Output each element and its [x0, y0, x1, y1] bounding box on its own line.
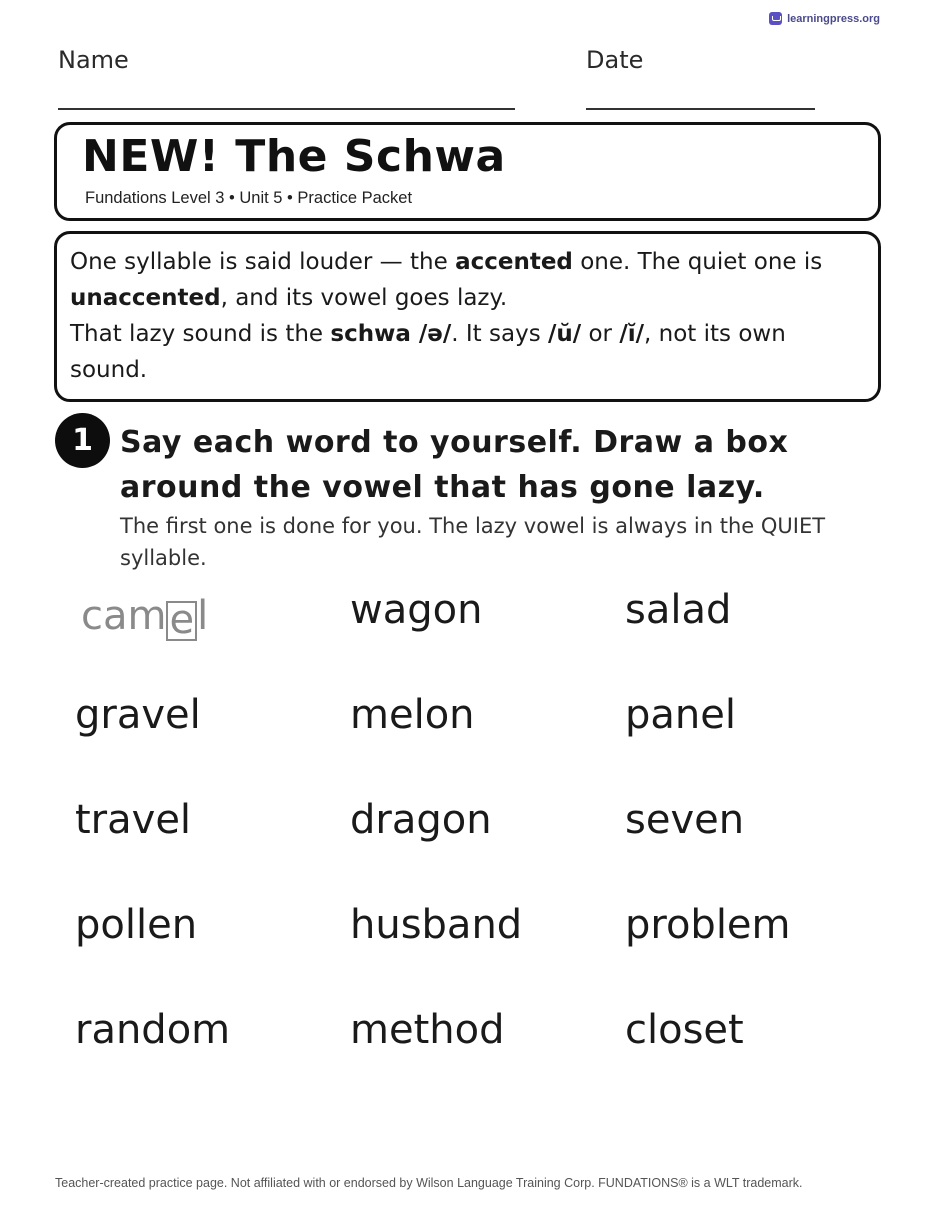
page-subtitle: Fundations Level 3 • Unit 5 • Practice Packet — [85, 189, 413, 207]
lazy-vowel-box: e — [166, 601, 197, 641]
word-item[interactable]: salad — [625, 587, 732, 633]
book-icon — [769, 12, 782, 25]
intro-bold-schwa: schwa /ə/ — [330, 321, 452, 347]
intro-bold-accented: accented — [455, 249, 573, 275]
example-word — [75, 580, 350, 685]
exercise-subinstruction: The first one is done for you. The lazy vowel is always in the QUIET syllable. — [120, 514, 826, 570]
word-grid — [75, 580, 905, 1105]
word-item[interactable]: pollen — [75, 902, 198, 948]
intro-line-1 — [70, 244, 864, 316]
word-item[interactable]: dragon — [350, 797, 492, 843]
intro-text: , not its own sound. — [70, 321, 786, 383]
intro-line-2 — [70, 316, 864, 388]
date-label: Date — [586, 46, 644, 74]
word-item[interactable]: closet — [625, 1007, 744, 1053]
intro-bold-u: /ŭ/ — [547, 321, 582, 347]
name-line — [58, 108, 515, 110]
word-item[interactable]: problem — [625, 902, 791, 948]
intro-text: or — [581, 321, 620, 347]
intro-bold-i: /ĭ/ — [619, 321, 645, 347]
intro-text: , and its vowel goes lazy. — [220, 285, 508, 311]
brand-name: learningpress.org — [787, 12, 880, 25]
intro-box — [54, 231, 881, 402]
word-item[interactable]: gravel — [75, 692, 201, 738]
intro-bold-unaccented: unaccented — [70, 285, 221, 311]
intro-text: one. The quiet one is — [572, 249, 823, 275]
intro-text: One syllable is said louder — the — [70, 249, 456, 275]
example-word-start: cam — [81, 593, 167, 639]
title-box — [54, 122, 881, 221]
word-item[interactable]: melon — [350, 692, 475, 738]
date-line — [586, 108, 815, 110]
word-item[interactable]: seven — [625, 797, 745, 843]
word-item[interactable]: husband — [350, 902, 523, 948]
word-item[interactable]: wagon — [350, 587, 483, 633]
exercise-instruction: Say each word to yourself. Draw a box around the vowel that has gone lazy. — [120, 425, 789, 505]
page-title: NEW! The Schwa — [82, 131, 506, 182]
name-label: Name — [58, 46, 129, 74]
word-item[interactable]: random — [75, 1007, 231, 1053]
word-item[interactable]: method — [350, 1007, 505, 1053]
word-item[interactable]: panel — [625, 692, 736, 738]
intro-text: . It says — [451, 321, 548, 347]
example-word-end: l — [197, 593, 209, 639]
footer-disclaimer: Teacher-created practice page. Not affiliated with or endorsed by Wilson Language Training Corp. FUNDATIONS® is a WLT trademark. — [55, 1176, 803, 1190]
intro-text: That lazy sound is the — [70, 321, 331, 347]
word-item[interactable]: travel — [75, 797, 192, 843]
exercise-number-badge: 1 — [55, 413, 110, 468]
brand-logo — [769, 12, 880, 25]
